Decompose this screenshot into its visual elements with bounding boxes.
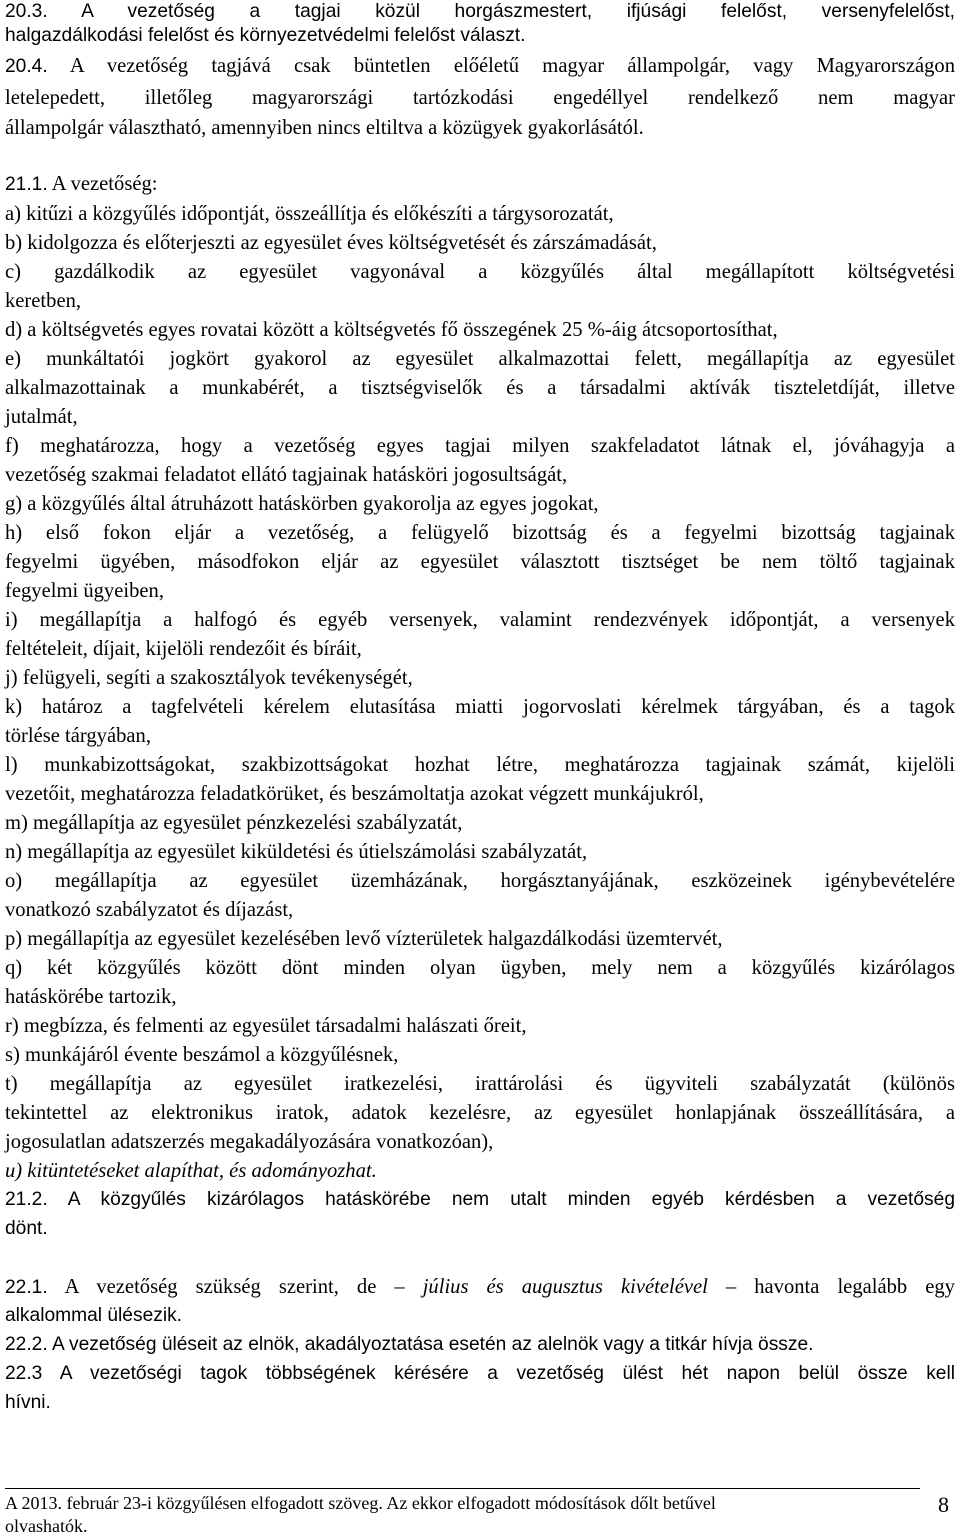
- text-line: törlése tárgyában,: [5, 725, 152, 747]
- text-line: d) a költségvetés egyes rovatai között a költségvetés fő összegének 25 %-áig átcsoportosíthat,: [5, 319, 778, 341]
- text-line: e) munkáltatói jogkört gyakorol az egyesület alkalmazottai felett, megállapítja az egyesület: [5, 348, 955, 370]
- page-number: 8: [938, 1492, 949, 1517]
- text-line: j) felügyeli, segíti a szakosztályok tevékenységét,: [5, 667, 413, 689]
- text-line: a) kitűzi a közgyűlés időpontját, összeállítja és előkészíti a tárgysorozatát,: [5, 203, 614, 225]
- text-line: halgazdálkodási felelőst és környezetvédelmi felelőst választ.: [5, 25, 526, 46]
- text-line: letelepedett, illetőleg magyarországi tartózkodási engedéllyel rendelkező nem magyar: [5, 87, 955, 109]
- text-line: o) megállapítja az egyesület üzemházának, horgásztanyájának, eszközeinek igénybevételére: [5, 870, 955, 892]
- text-line: jogosulatlan adatszerzés megakadályozására vonatkozóan),: [5, 1131, 494, 1153]
- text-line: 22.1. A vezetőség szükség szerint, de – július és augusztus kivételével – havonta legalább egy: [5, 1276, 955, 1298]
- text-line: állampolgár választható, amennyiben nincs eltiltva a közügyek gyakorlásától.: [5, 117, 644, 139]
- text-line: r) megbízza, és felmenti az egyesület társadalmi halászati őreit,: [5, 1015, 527, 1037]
- text-line: p) megállapítja az egyesület kezelésében levő vízterületek halgazdálkodási üzemtervét,: [5, 928, 723, 950]
- text-line: 22.2. A vezetőség üléseit az elnök, akadályoztatása esetén az alelnök vagy a titkár hívja össze.: [5, 1334, 814, 1355]
- text-line: b) kidolgozza és előterjeszti az egyesület éves költségvetését és zárszámadását,: [5, 232, 657, 254]
- text-line: vezetőit, meghatározza feladatkörüket, és beszámoltatja azokat végzett munkájukról,: [5, 783, 704, 805]
- text-line: 21.2. A közgyűlés kizárólagos hatáskörébe nem utalt minden egyéb kérdésben a vezetőség: [5, 1189, 955, 1210]
- text-line: 22.3 A vezetőségi tagok többségének kérésére a vezetőség ülést hét napon belül össze kell: [5, 1363, 955, 1384]
- text-line: 21.1. A vezetőség:: [5, 173, 158, 195]
- text-line: tekintettel az elektronikus iratok, adatok kezelésre, az egyesület honlapjának összeállítására, a: [5, 1102, 955, 1124]
- text-line: dönt.: [5, 1218, 48, 1239]
- text-line: q) két közgyűlés között dönt minden olyan ügyben, mely nem a közgyűlés kizárólagos: [5, 957, 955, 979]
- text-line: c) gazdálkodik az egyesület vagyonával a közgyűlés által megállapított költségvetési: [5, 261, 955, 283]
- text-line: keretben,: [5, 290, 82, 312]
- text-line: 20.4. A vezetőség tagjává csak büntetlen előéletű magyar állampolgár, vagy Magyarországon: [5, 55, 955, 77]
- footer-divider: [5, 1488, 920, 1489]
- text-line: t) megállapítja az egyesület iratkezelési, irattárolási és ügyviteli szabályzatát (különös: [5, 1073, 955, 1095]
- text-line: jutalmát,: [5, 406, 78, 428]
- text-line: hatáskörébe tartozik,: [5, 986, 177, 1008]
- text-line: m) megállapítja az egyesület pénzkezelési szabályzatát,: [5, 812, 463, 834]
- text-line: 20.3. A vezetőség a tagjai közül horgászmestert, ifjúsági felelőst, versenyfelelőst,: [5, 1, 955, 22]
- text-line: l) munkabizottságokat, szakbizottságokat hozhat létre, meghatározza tagjainak számát, kijelöli: [5, 754, 955, 776]
- text-line: vonatkozó szabályzatot és díjazást,: [5, 899, 294, 921]
- text-line: u) kitüntetéseket alapíthat, és adományozhat.: [5, 1160, 377, 1182]
- text-line: n) megállapítja az egyesület kiküldetési és útielszámolási szabályzatát,: [5, 841, 588, 863]
- footer-note-line-2: olvashatók.: [5, 1516, 88, 1536]
- text-line: g) a közgyűlés által átruházott hatáskörben gyakorolja az egyes jogokat,: [5, 493, 599, 515]
- text-line: feltételeit, díjait, kijelöli rendezőit és bíráit,: [5, 638, 362, 660]
- footer-note-line-1: A 2013. február 23-i közgyűlésen elfogadott szöveg. Az ekkor elfogadott módosítások dőlt betűvel: [5, 1493, 716, 1513]
- text-line: alkalmazottainak a munkabérét, a tisztségviselők és a társadalmi aktívák tiszteletdíját, illetve: [5, 377, 955, 399]
- text-line: vezetőség szakmai feladatot ellátó tagjainak hatásköri jogosultságát,: [5, 464, 568, 486]
- text-line: hívni.: [5, 1392, 51, 1413]
- text-line: s) munkájáról évente beszámol a közgyűlésnek,: [5, 1044, 399, 1066]
- text-line: alkalommal ülésezik.: [5, 1305, 183, 1326]
- text-line: i) megállapítja a halfogó és egyéb versenyek, valamint rendezvények időpontját, a versenyek: [5, 609, 955, 631]
- text-line: f) meghatározza, hogy a vezetőség egyes tagjai milyen szakfeladatot látnak el, jóváhagyja a: [5, 435, 955, 457]
- text-line: fegyelmi ügyében, másodfokon eljár az egyesület választott tisztséget be nem töltő tagjainak: [5, 551, 955, 573]
- text-line: fegyelmi ügyeiben,: [5, 580, 164, 602]
- text-line: h) első fokon eljár a vezetőség, a felügyelő bizottság és a fegyelmi bizottság tagjainak: [5, 522, 955, 544]
- text-line: k) határoz a tagfelvételi kérelem elutasítása miatti jogorvoslati kérelmek tárgyában, és a tagok: [5, 696, 955, 718]
